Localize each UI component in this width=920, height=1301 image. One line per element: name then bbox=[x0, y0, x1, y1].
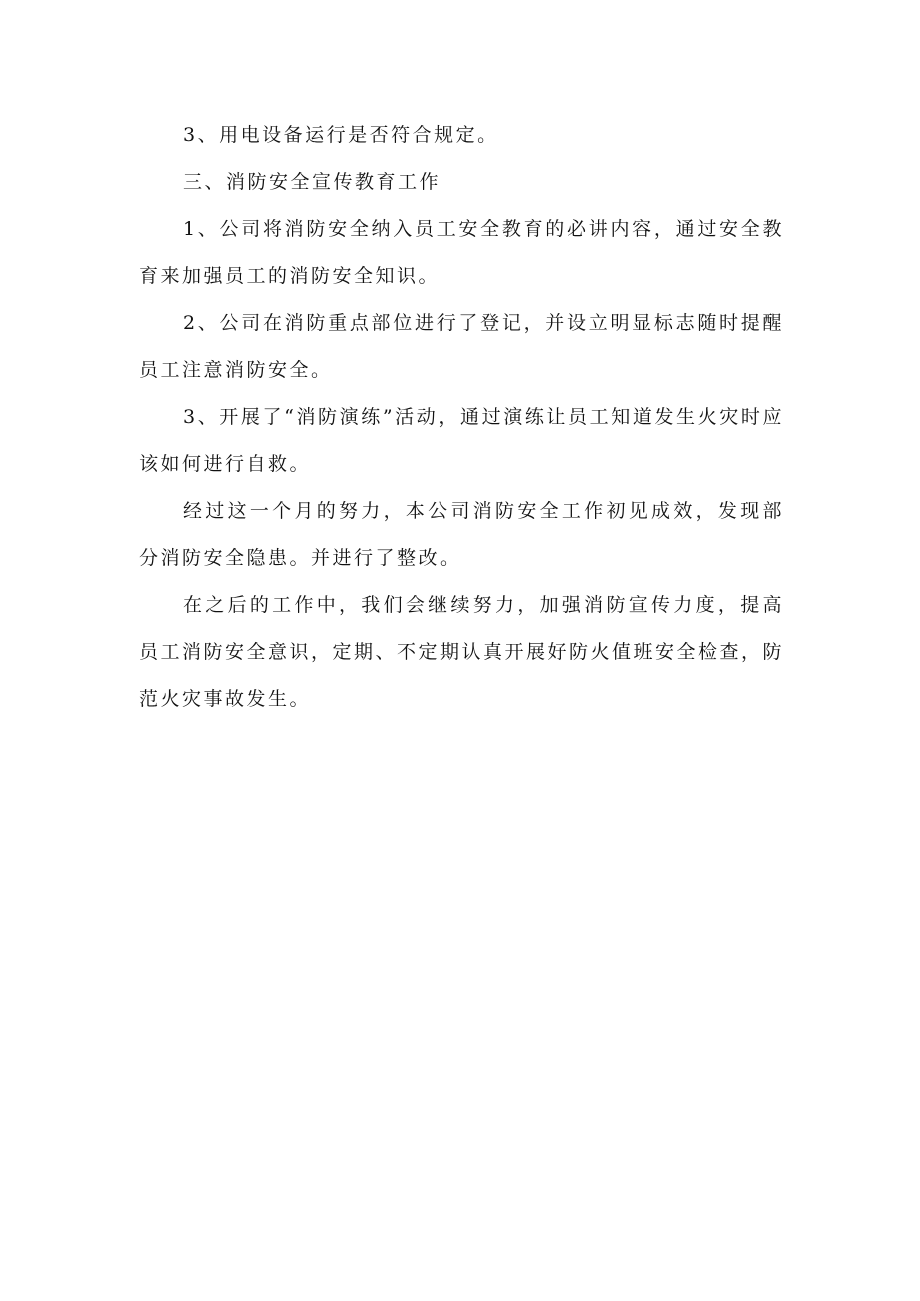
section-heading-fire-safety-education: 三、消防安全宣传教育工作 bbox=[183, 171, 442, 193]
paragraph-item-1-training: 1、公司将消防安全纳入员工安全教育的必讲内容，通过安全教育来加强员工的消防安全知识。 bbox=[139, 218, 784, 287]
paragraph-conclusion: 在之后的工作中，我们会继续努力，加强消防宣传力度，提高员工消防安全意识，定期、不定期认真开展好防火值班安全检查，防范火灾事故发生。 bbox=[139, 594, 785, 710]
paragraph-item-3-fire-drill: 3、开展了“消防演练”活动，通过演练让员工知道发生火灾时应该如何进行自救。 bbox=[139, 406, 784, 475]
paragraph-summary: 经过这一个月的努力，本公司消防安全工作初见成效，发现部分消防安全隐患。并进行了整改。 bbox=[139, 500, 784, 569]
document-body bbox=[139, 112, 784, 723]
paragraph-item-2-registration: 2、公司在消防重点部位进行了登记，并设立明显标志随时提醒员工注意消防安全。 bbox=[139, 312, 784, 381]
paragraph-item-3-electrical-equipment: 3、用电设备运行是否符合规定。 bbox=[183, 124, 499, 146]
